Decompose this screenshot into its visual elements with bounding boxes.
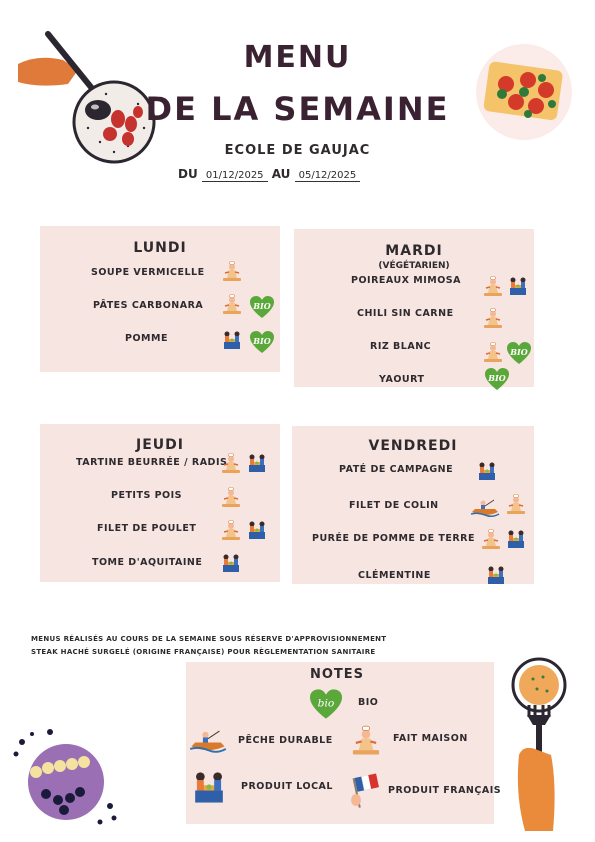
dish-jeudi-1: TARTINE BEURRÉE / RADIS [76,457,228,468]
day-box-mardi [294,229,534,387]
bio-icon [249,330,275,354]
day-title-mardi: MARDI [385,243,443,259]
title-line-1: MENU [243,40,352,75]
fait-maison-icon [505,493,527,515]
peche-durable-icon [186,726,230,754]
fait-maison-icon [221,260,243,282]
fait-maison-icon [480,528,502,550]
day-subtitle-mardi: (VÉGÉTARIEN) [378,261,450,271]
day-box-jeudi [40,424,280,582]
fait-maison-icon [220,519,242,541]
produit-local-icon [221,329,243,351]
bio-icon [506,341,532,365]
produit-local-icon [246,452,268,474]
au-label: AU [271,167,291,181]
dish-vendredi-1: PATÉ DE CAMPAGNE [339,464,454,475]
dish-jeudi-4: TOME D'AQUITAINE [92,557,203,568]
school-name: ECOLE DE GAUJAC [224,143,371,158]
legend-local-label: PRODUIT LOCAL [241,781,333,792]
dish-lundi-3: POMME [125,333,168,344]
fork-hand-illustration [505,655,573,835]
produit-francais-icon [348,772,382,808]
dish-vendredi-2: FILET DE COLIN [349,500,439,511]
fait-maison-icon [482,341,504,363]
dish-vendredi-4: CLÉMENTINE [358,570,431,581]
day-box-vendredi [292,426,534,584]
fait-maison-icon [220,486,242,508]
dish-vendredi-3: PURÉE DE POMME DE TERRE [312,533,475,544]
produit-local-icon [190,768,228,806]
date-range [178,167,360,182]
date-end: 05/12/2025 [295,170,361,182]
footnote-steak: STEAK HACHÉ SURGELÉ (ORIGINE FRANÇAISE) POUR RÈGLEMENTATION SANITAIRE [31,648,376,656]
bio-icon [484,367,510,391]
legend-francais-label: PRODUIT FRANÇAIS [388,785,502,796]
produit-local-icon [507,275,529,297]
blueberry-bowl-illustration [10,722,122,834]
produit-local-icon [246,519,268,541]
dish-mardi-4: YAOURT [379,374,425,385]
dish-lundi-2: PÂTES CARBONARA [93,300,204,311]
fait-maison-icon [350,724,382,756]
dish-mardi-1: POIREAUX MIMOSA [351,275,461,286]
dish-mardi-3: RIZ BLANC [370,341,432,352]
produit-local-icon [220,552,242,574]
produit-local-icon [476,460,498,482]
day-title-lundi: LUNDI [133,240,187,256]
day-box-lundi [40,226,280,372]
day-title-vendredi: VENDREDI [368,438,458,454]
dish-mardi-2: CHILI SIN CARNE [357,308,454,319]
peche-durable-icon [470,496,500,518]
notes-title: NOTES [310,667,365,682]
legend-fait-maison-label: FAIT MAISON [393,733,468,744]
fait-maison-icon [482,307,504,329]
date-start: 01/12/2025 [202,170,268,182]
dish-lundi-1: SOUPE VERMICELLE [91,267,205,278]
legend-bio-label: BIO [358,697,379,708]
produit-local-icon [485,564,507,586]
legend-peche-label: PÊCHE DURABLE [238,735,333,746]
bio-icon [308,688,344,720]
dish-jeudi-3: FILET DE POULET [97,523,197,534]
day-title-jeudi: JEUDI [136,437,184,453]
du-label: DU [178,167,198,181]
fait-maison-icon [482,275,504,297]
title-line-2: DE LA SEMAINE [145,90,450,128]
dish-jeudi-2: PETITS POIS [111,490,183,501]
fait-maison-icon [221,293,243,315]
footnote-approvisionnement: MENUS RÉALISÉS AU COURS DE LA SEMAINE SOUS RÉSERVE D'APPROVISIONNEMENT [31,635,387,643]
bio-icon [249,295,275,319]
produit-local-icon [505,528,527,550]
fait-maison-icon [220,452,242,474]
